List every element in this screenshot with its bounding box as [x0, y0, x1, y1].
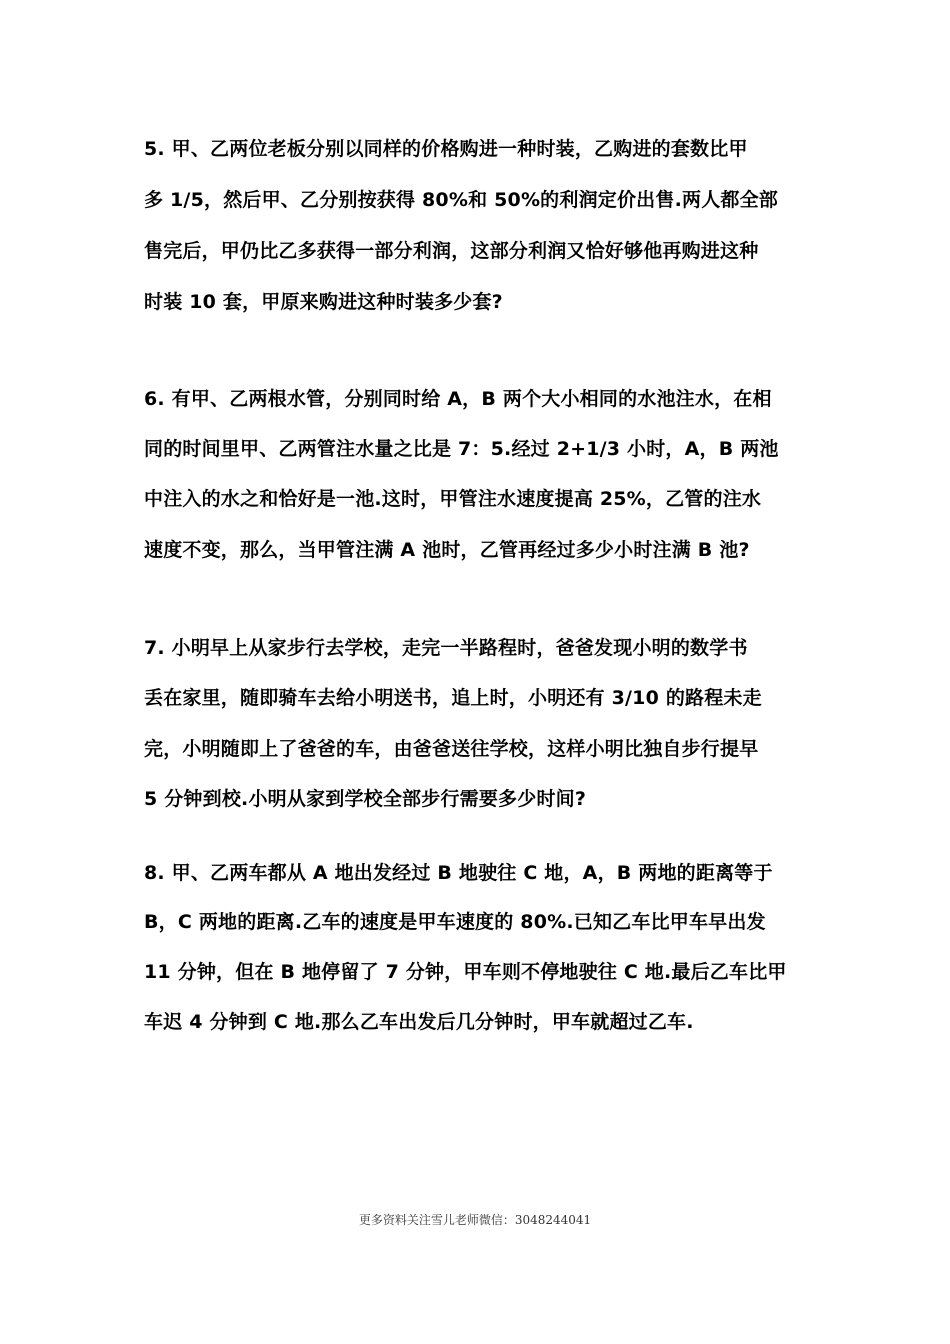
problem-6-line-1: 6. 有甲、乙两根水管，分别同时给 A，B 两个大小相同的水池注水，在相 — [144, 388, 772, 410]
footer-note: 更多资料关注雪儿老师微信：3048244041 — [358, 1213, 592, 1227]
problem-8-line-3: 11 分钟，但在 B 地停留了 7 分钟，甲车则不停地驶往 C 地.最后乙车比甲 — [144, 961, 787, 983]
problem-7-line-2: 丢在家里，随即骑车去给小明送书，追上时，小明还有 3/10 的路程未走 — [144, 687, 762, 709]
problem-6-line-2: 同的时间里甲、乙两管注水量之比是 7：5.经过 2+1/3 小时，A，B 两池 — [144, 438, 779, 460]
problem-8-line-4: 车迟 4 分钟到 C 地.那么乙车出发后几分钟时，甲车就超过乙车. — [144, 1011, 694, 1033]
problem-7-line-3: 完，小明随即上了爸爸的车，由爸爸送往学校，这样小明比独自步行提早 — [144, 738, 759, 760]
problem-5-line-1: 5. 甲、乙两位老板分别以同样的价格购进一种时装，乙购进的套数比甲 — [144, 138, 748, 160]
problem-5-line-2: 多 1/5，然后甲、乙分别按获得 80%和 50%的利润定价出售.两人都全部 — [144, 189, 778, 211]
problem-7-line-4: 5 分钟到校.小明从家到学校全部步行需要多少时间? — [144, 788, 587, 810]
problem-6-line-3: 中注入的水之和恰好是一池.这时，甲管注水速度提高 25%，乙管的注水 — [144, 488, 762, 510]
problem-7-line-1: 7. 小明早上从家步行去学校，走完一半路程时，爸爸发现小明的数学书 — [144, 637, 748, 659]
problem-5-line-3: 售完后，甲仍比乙多获得一部分利润，这部分利润又恰好够他再购进这种 — [144, 240, 759, 262]
problem-6-line-4: 速度不变，那么，当甲管注满 A 池时，乙管再经过多少小时注满 B 池? — [144, 539, 750, 561]
problem-5-line-4: 时装 10 套，甲原来购进这种时装多少套? — [144, 291, 503, 313]
problem-8-line-2: B，C 两地的距离.乙车的速度是甲车速度的 80%.已知乙车比甲车早出发 — [144, 911, 766, 933]
problem-8-line-1: 8. 甲、乙两车都从 A 地出发经过 B 地驶往 C 地，A，B 两地的距离等于 — [144, 862, 773, 884]
